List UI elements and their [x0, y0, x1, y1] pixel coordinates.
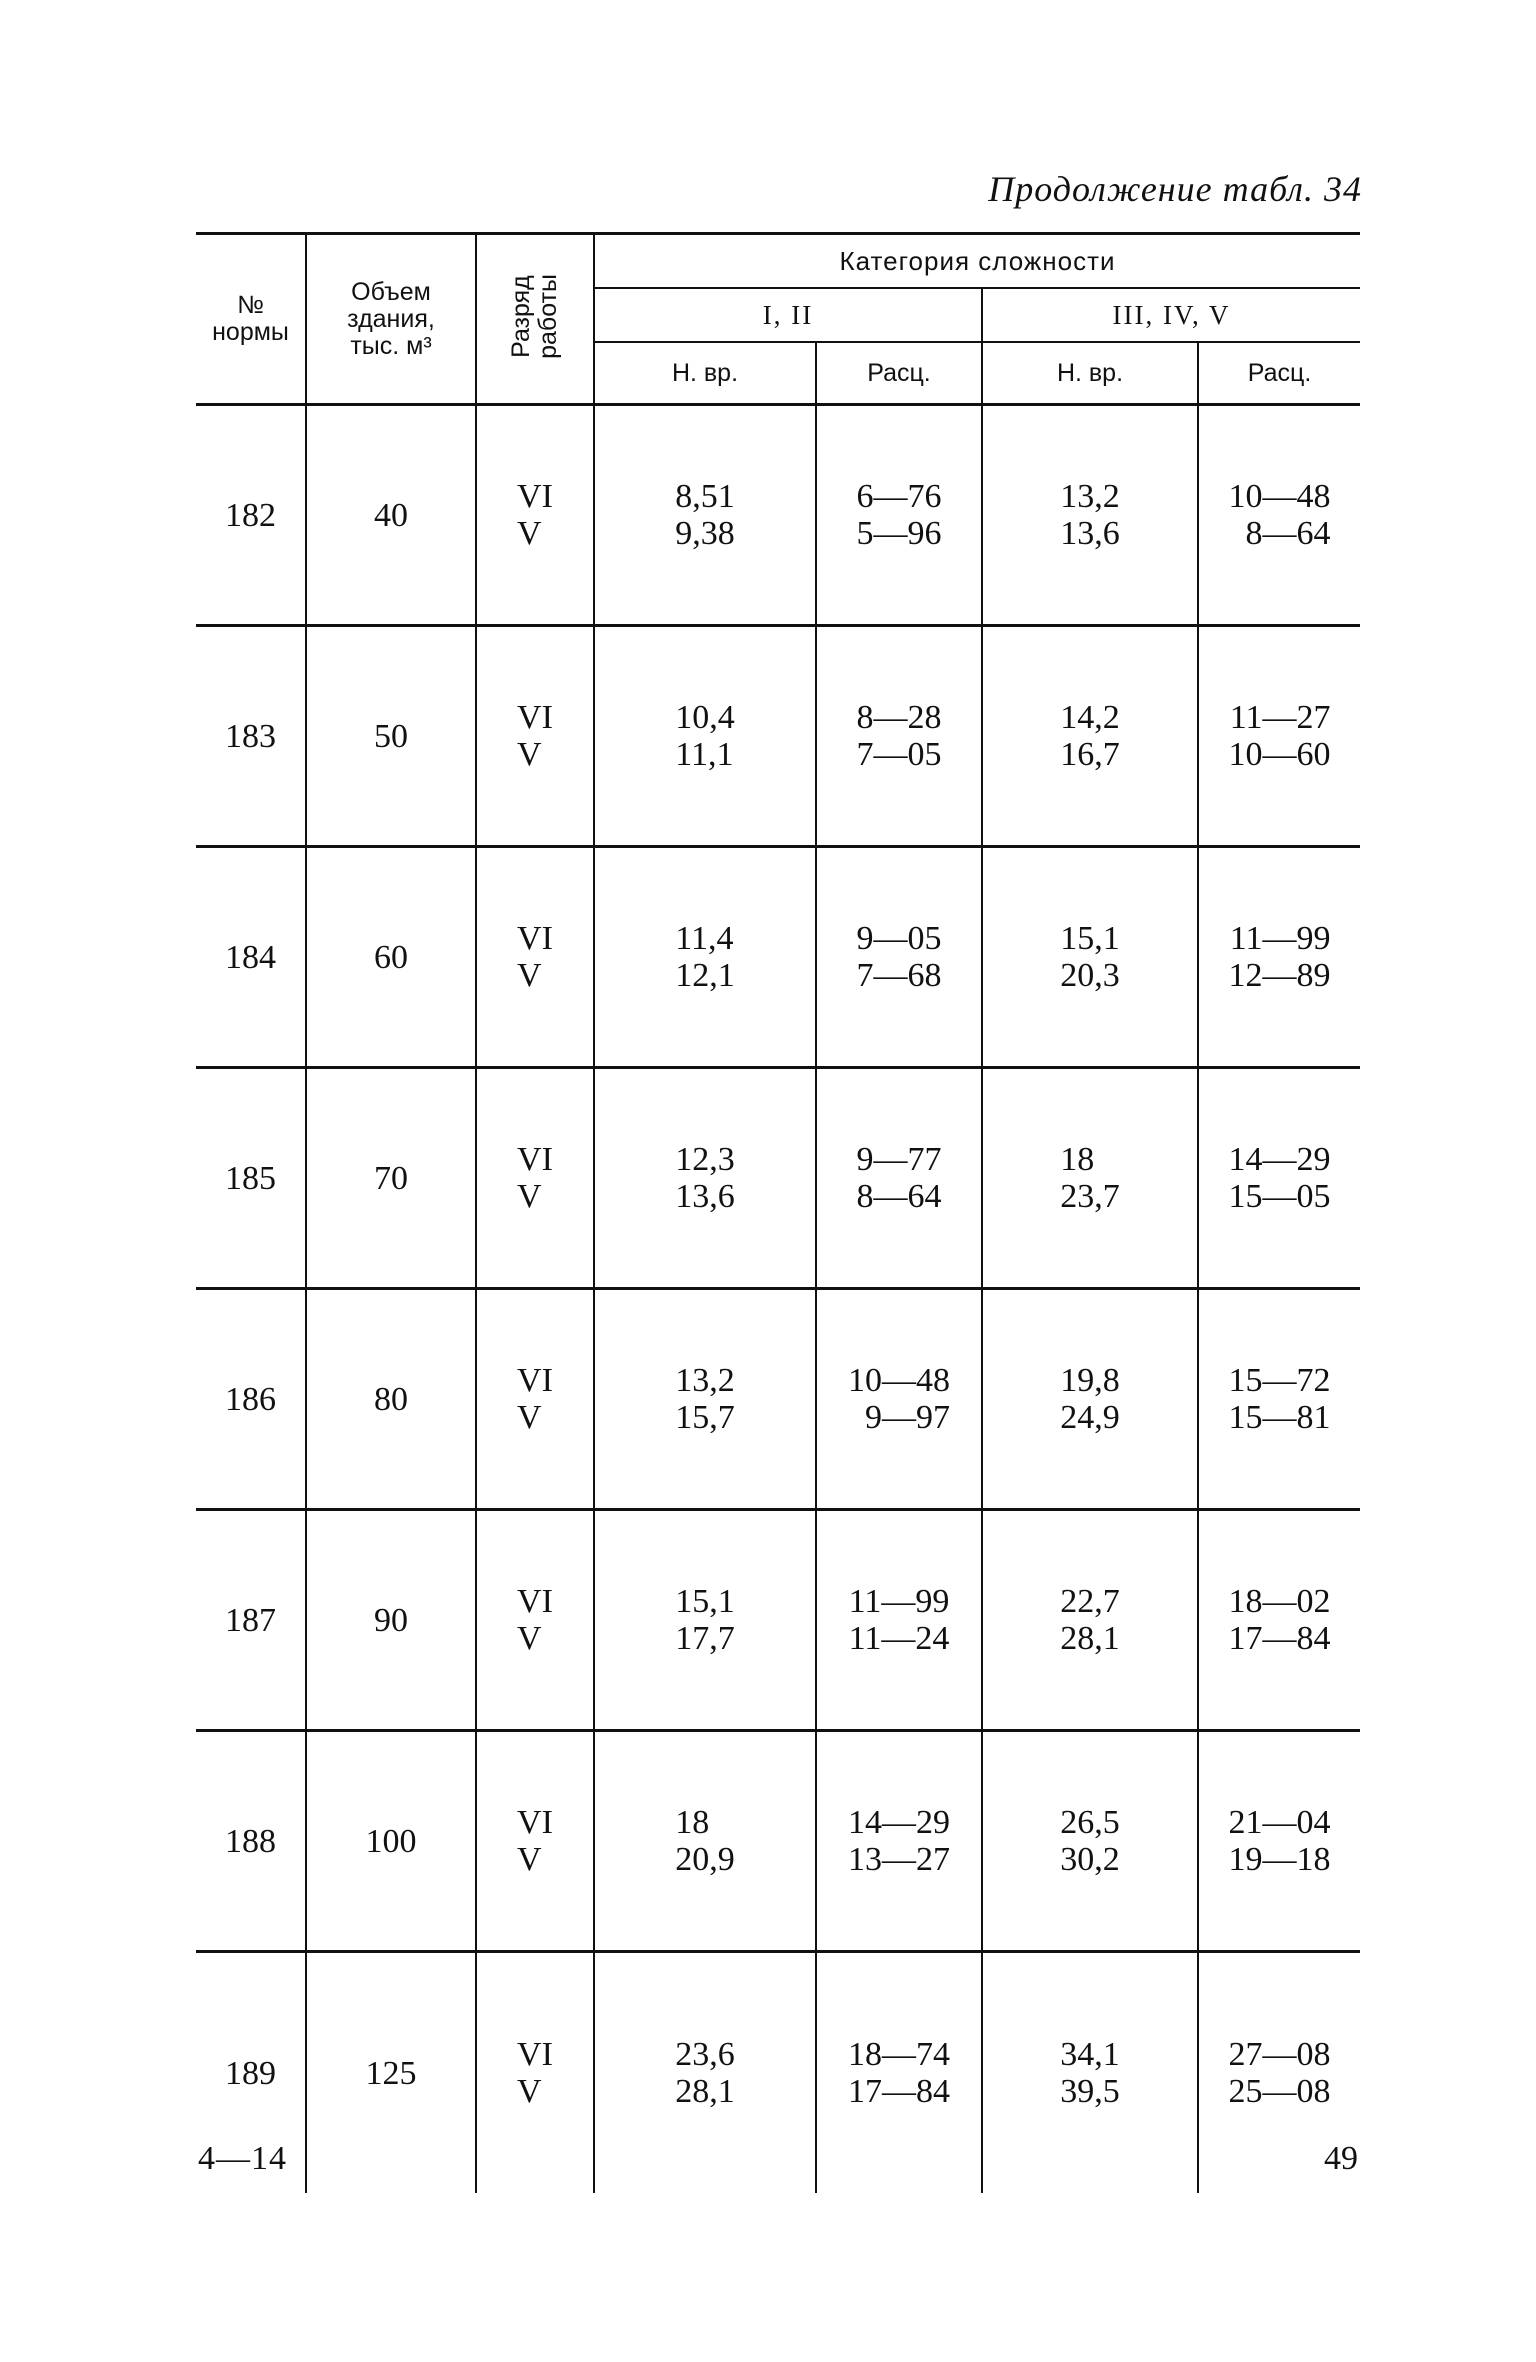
cell-grade-line: V [517, 515, 542, 552]
cell-grade [517, 2036, 553, 2110]
cell-nvr-1-line: 20,9 [675, 1841, 735, 1878]
cell-nvr-1-line: 8,51 [675, 478, 735, 515]
cell-rasc-1-line: 5—96 [856, 515, 942, 552]
cell-grade-line: V [517, 957, 542, 994]
cell-volume: 40 [306, 405, 476, 626]
table-row [196, 1510, 1360, 1731]
cell-rasc-2 [1229, 478, 1331, 552]
cell-grade-line: V [517, 736, 542, 773]
cell-nvr-2-wrapper [982, 405, 1198, 626]
cell-rasc-2 [1229, 1583, 1331, 1657]
cell-rasc-1-wrapper [816, 1068, 982, 1289]
table-row [196, 1289, 1360, 1510]
cell-rasc-1-line: 11—99 [848, 1583, 950, 1620]
cell-rasc-2-wrapper [1198, 405, 1360, 626]
cell-norm: 186 [196, 1289, 306, 1510]
header-norm [196, 234, 306, 405]
header-rasc-1: Расц. [816, 342, 982, 405]
cell-volume: 60 [306, 847, 476, 1068]
cell-rasc-1 [848, 1362, 950, 1436]
cell-grade-wrapper [476, 405, 594, 626]
cell-nvr-1-line: 18 [675, 1804, 710, 1841]
cell-volume: 70 [306, 1068, 476, 1289]
cell-rasc-2-line: 8—64 [1245, 515, 1331, 552]
cell-rasc-1 [848, 1804, 950, 1878]
cell-nvr-2-line: 28,1 [1060, 1620, 1120, 1657]
cell-grade-line: VI [517, 1362, 553, 1399]
cell-volume: 100 [306, 1731, 476, 1952]
cell-nvr-2 [1060, 1583, 1120, 1657]
cell-rasc-1 [857, 920, 942, 994]
header-rasc-2: Расц. [1198, 342, 1360, 405]
cell-grade-line: V [517, 2073, 542, 2110]
cell-rasc-2-wrapper [1198, 1731, 1360, 1952]
cell-rasc-1-wrapper [816, 1952, 982, 2194]
cell-nvr-2-line: 23,7 [1060, 1178, 1120, 1215]
cell-norm: 189 [225, 2054, 276, 2092]
header-grade [476, 234, 594, 405]
cell-rasc-1-line: 9—05 [856, 920, 942, 957]
cell-nvr-2-line: 39,5 [1060, 2073, 1120, 2110]
cell-nvr-1-line: 28,1 [675, 2073, 735, 2110]
cell-grade [517, 478, 553, 552]
cell-rasc-2-line: 18—02 [1228, 1583, 1331, 1620]
header-grade-text [508, 274, 562, 359]
cell-nvr-2-line: 13,6 [1060, 515, 1120, 552]
cell-nvr-1-wrapper [594, 626, 816, 847]
cell-grade-line: VI [517, 1804, 553, 1841]
cell-nvr-2-line: 20,3 [1060, 957, 1120, 994]
cell-rasc-1-wrapper [816, 1731, 982, 1952]
cell-nvr-2-line: 14,2 [1060, 699, 1120, 736]
cell-nvr-1-line: 13,6 [675, 1178, 735, 1215]
cell-rasc-1 [857, 1141, 942, 1215]
cell-nvr-2-line: 26,5 [1060, 1804, 1120, 1841]
cell-nvr-1-line: 23,6 [675, 2036, 735, 2073]
cell-norm: 182 [196, 405, 306, 626]
cell-rasc-1 [849, 1583, 950, 1657]
cell-nvr-2-line: 19,8 [1060, 1362, 1120, 1399]
norms-table [196, 232, 1360, 2193]
cell-nvr-1-line: 15,1 [675, 1583, 735, 1620]
cell-grade-line: VI [517, 478, 553, 515]
cell-nvr-1-wrapper [594, 1289, 816, 1510]
cell-grade [517, 1583, 553, 1657]
cell-rasc-1 [857, 699, 942, 773]
table-caption: Продолжение табл. 34 [988, 169, 1362, 209]
cell-norm: 185 [196, 1068, 306, 1289]
cell-rasc-2 [1229, 2036, 1331, 2110]
cell-norm: 188 [196, 1731, 306, 1952]
cell-nvr-1-line: 9,38 [675, 515, 735, 552]
cell-nvr-2-wrapper [982, 626, 1198, 847]
cell-nvr-1-line: 12,1 [675, 957, 735, 994]
page-number: 49 [1324, 2140, 1358, 2177]
cell-grade-line: V [517, 1841, 542, 1878]
cell-nvr-1 [675, 1804, 735, 1878]
cell-volume: 50 [306, 626, 476, 847]
cell-rasc-2-line: 10—60 [1228, 736, 1331, 773]
cell-rasc-1 [848, 2036, 950, 2110]
cell-rasc-1-line: 6—76 [856, 478, 942, 515]
cell-nvr-1-wrapper [594, 405, 816, 626]
cell-nvr-2 [1060, 699, 1120, 773]
cell-grade [517, 920, 553, 994]
cell-nvr-1-wrapper [594, 1068, 816, 1289]
cell-grade-wrapper [476, 1952, 594, 2194]
cell-nvr-2-wrapper [982, 1289, 1198, 1510]
cell-grade [517, 1141, 553, 1215]
cell-grade-line: V [517, 1399, 542, 1436]
header-volume-line3: тыс. м³ [350, 331, 432, 360]
cell-grade-wrapper [476, 1731, 594, 1952]
cell-nvr-1 [675, 1583, 735, 1657]
cell-nvr-2-wrapper [982, 847, 1198, 1068]
cell-rasc-2-line: 11—27 [1229, 699, 1331, 736]
cell-nvr-2-line: 15,1 [1060, 920, 1120, 957]
header-volume-line2: здания, [347, 304, 435, 333]
header-group-1-2: I, II [594, 288, 982, 342]
cell-volume: 90 [306, 1510, 476, 1731]
header-volume-line1: Объем [351, 277, 431, 306]
cell-grade-wrapper [476, 1068, 594, 1289]
table-row [196, 1068, 1360, 1289]
cell-nvr-1 [675, 1141, 735, 1215]
cell-nvr-2 [1060, 920, 1120, 994]
cell-nvr-2 [1060, 478, 1120, 552]
cell-nvr-1-wrapper [594, 1510, 816, 1731]
cell-nvr-1-wrapper [594, 1731, 816, 1952]
cell-grade-line: VI [517, 699, 553, 736]
cell-nvr-1-line: 15,7 [675, 1399, 735, 1436]
cell-rasc-1-line: 17—84 [848, 2073, 950, 2110]
cell-rasc-2-line: 15—72 [1228, 1362, 1331, 1399]
cell-norm: 183 [196, 626, 306, 847]
cell-rasc-2-wrapper [1198, 847, 1360, 1068]
cell-grade [517, 1362, 553, 1436]
cell-nvr-1-line: 11,4 [675, 920, 734, 957]
cell-volume: 125 [306, 1952, 476, 2194]
cell-rasc-1-line: 9—97 [865, 1399, 950, 1436]
cell-nvr-2-wrapper [982, 1068, 1198, 1289]
cell-nvr-2-line: 16,7 [1060, 736, 1120, 773]
cell-nvr-2 [1060, 1362, 1120, 1436]
signature-mark: 4—14 [198, 2140, 287, 2177]
cell-rasc-2-line: 25—08 [1228, 2073, 1331, 2110]
cell-rasc-1-line: 18—74 [848, 2036, 950, 2073]
table-header [196, 234, 1360, 405]
cell-rasc-2-line: 19—18 [1228, 1841, 1331, 1878]
cell-rasc-1-wrapper [816, 847, 982, 1068]
cell-nvr-2-wrapper [982, 1952, 1198, 2194]
cell-grade-line: V [517, 1178, 542, 1215]
cell-rasc-2-line: 17—84 [1228, 1620, 1331, 1657]
cell-grade-line: V [517, 1620, 542, 1657]
cell-nvr-2-wrapper [982, 1731, 1198, 1952]
cell-nvr-2-line: 34,1 [1060, 2036, 1120, 2073]
cell-nvr-1-wrapper [594, 847, 816, 1068]
cell-rasc-1-line: 9—77 [856, 1141, 942, 1178]
cell-rasc-2 [1229, 1804, 1331, 1878]
header-norm-line2: нормы [212, 318, 289, 346]
cell-volume: 80 [306, 1289, 476, 1510]
cell-rasc-2-wrapper [1198, 626, 1360, 847]
header-grade-line2: работы [534, 274, 562, 359]
cell-nvr-1 [675, 1362, 735, 1436]
cell-rasc-2-line: 14—29 [1228, 1141, 1331, 1178]
cell-grade-line: VI [517, 1583, 553, 1620]
cell-rasc-2 [1229, 1141, 1331, 1215]
table-row [196, 626, 1360, 847]
table-row [196, 847, 1360, 1068]
cell-rasc-1 [857, 478, 942, 552]
header-group-3-5: III, IV, V [982, 288, 1360, 342]
cell-rasc-1-line: 11—24 [848, 1620, 950, 1657]
cell-nvr-1 [675, 920, 735, 994]
header-volume [306, 234, 476, 405]
cell-nvr-1 [675, 699, 735, 773]
cell-rasc-1-line: 7—68 [856, 957, 942, 994]
cell-nvr-1-line: 10,4 [675, 699, 735, 736]
table-body [196, 405, 1360, 2194]
cell-rasc-1-wrapper [816, 626, 982, 847]
cell-nvr-1-line: 13,2 [675, 1362, 735, 1399]
cell-rasc-2-wrapper [1198, 1510, 1360, 1731]
cell-grade-line: VI [517, 1141, 553, 1178]
cell-rasc-2-line: 10—48 [1228, 478, 1331, 515]
cell-grade-wrapper [476, 1289, 594, 1510]
header-category: Категория сложности [594, 234, 1360, 289]
cell-nvr-2 [1060, 2036, 1120, 2110]
cell-rasc-1-line: 10—48 [848, 1362, 950, 1399]
cell-rasc-2-line: 11—99 [1229, 920, 1331, 957]
header-nvr-1: Н. вр. [594, 342, 816, 405]
cell-norm: 187 [196, 1510, 306, 1731]
cell-rasc-2 [1229, 1362, 1331, 1436]
cell-nvr-2-line: 24,9 [1060, 1399, 1120, 1436]
cell-rasc-2-line: 27—08 [1228, 2036, 1331, 2073]
cell-grade-wrapper [476, 1510, 594, 1731]
cell-norm: 184 [196, 847, 306, 1068]
cell-nvr-1-line: 17,7 [675, 1620, 735, 1657]
cell-rasc-2-wrapper [1198, 1289, 1360, 1510]
cell-rasc-2 [1229, 699, 1331, 773]
cell-rasc-1-line: 8—64 [856, 1178, 942, 1215]
cell-grade [517, 699, 553, 773]
table-row [196, 1731, 1360, 1952]
cell-nvr-2-line: 13,2 [1060, 478, 1120, 515]
cell-rasc-1-line: 7—05 [856, 736, 942, 773]
cell-nvr-2-line: 18 [1060, 1141, 1095, 1178]
cell-grade-wrapper [476, 847, 594, 1068]
cell-rasc-1-line: 13—27 [848, 1841, 950, 1878]
cell-rasc-2-line: 15—05 [1228, 1178, 1331, 1215]
header-norm-line1: № [237, 291, 264, 319]
cell-rasc-2-line: 15—81 [1228, 1399, 1331, 1436]
cell-grade-line: VI [517, 2036, 553, 2073]
cell-grade-line: VI [517, 920, 553, 957]
cell-grade-wrapper [476, 626, 594, 847]
cell-nvr-1-line: 11,1 [675, 736, 734, 773]
cell-nvr-2-line: 22,7 [1060, 1583, 1120, 1620]
cell-nvr-2 [1060, 1141, 1120, 1215]
cell-rasc-1-line: 8—28 [856, 699, 942, 736]
cell-rasc-1-line: 14—29 [848, 1804, 950, 1841]
cell-rasc-2-line: 21—04 [1228, 1804, 1331, 1841]
header-grade-line1: Разряд [507, 275, 535, 358]
cell-rasc-2-wrapper [1198, 1068, 1360, 1289]
cell-grade [517, 1804, 553, 1878]
cell-nvr-2-line: 30,2 [1060, 1841, 1120, 1878]
header-nvr-2: Н. вр. [982, 342, 1198, 405]
cell-nvr-2-wrapper [982, 1510, 1198, 1731]
cell-nvr-2 [1060, 1804, 1120, 1878]
cell-nvr-1-wrapper [594, 1952, 816, 2194]
cell-rasc-1-wrapper [816, 405, 982, 626]
cell-nvr-1 [675, 2036, 735, 2110]
table-row [196, 405, 1360, 626]
cell-nvr-1-line: 12,3 [675, 1141, 735, 1178]
cell-rasc-2-line: 12—89 [1228, 957, 1331, 994]
table-row [196, 1952, 1360, 2194]
cell-rasc-1-wrapper [816, 1510, 982, 1731]
cell-rasc-2 [1229, 920, 1331, 994]
cell-rasc-1-wrapper [816, 1289, 982, 1510]
cell-nvr-1 [675, 478, 735, 552]
